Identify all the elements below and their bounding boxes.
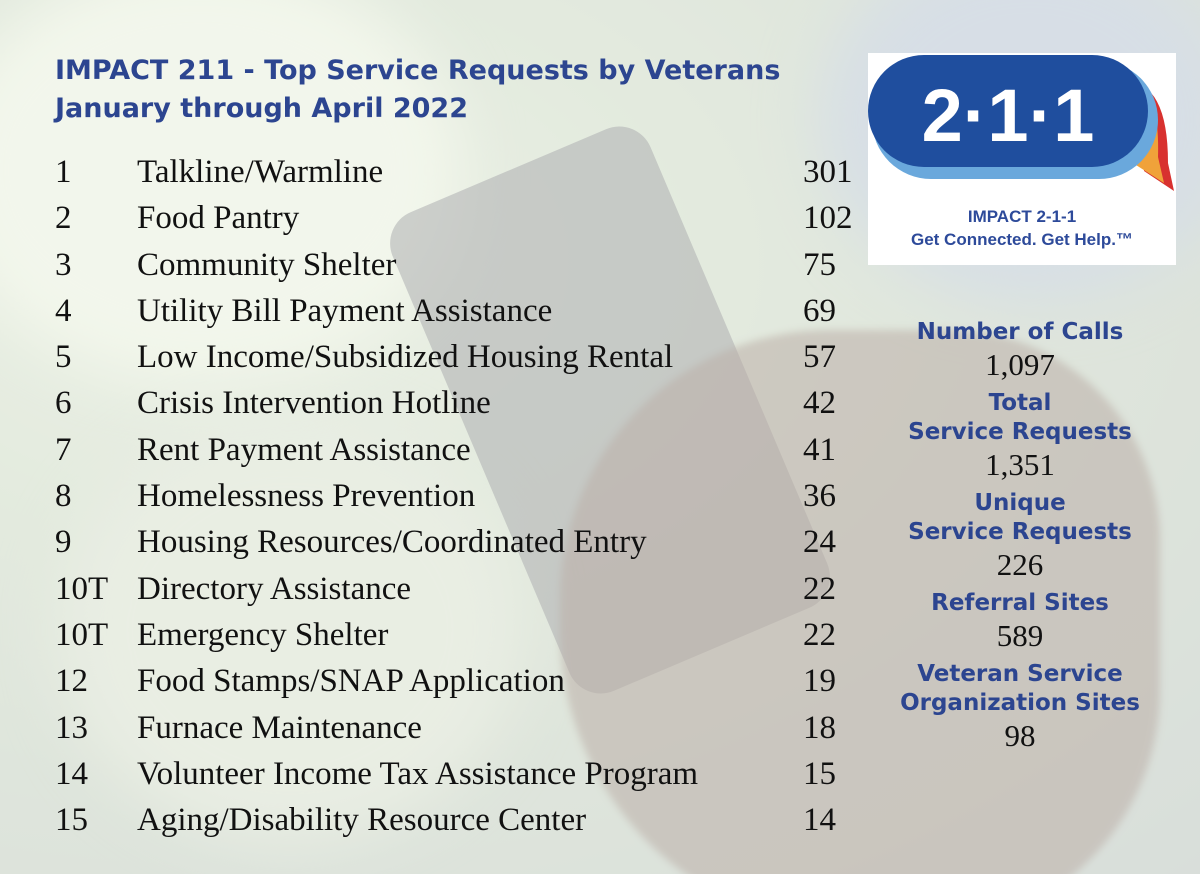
rank: 6 [55, 385, 72, 422]
rank: 15 [55, 802, 88, 839]
category: Rent Payment Assistance [137, 431, 471, 468]
list-item [55, 659, 865, 705]
category: Directory Assistance [137, 570, 412, 607]
category: Volunteer Income Tax Assistance Program [137, 755, 699, 792]
category: Homelessness Prevention [137, 478, 476, 515]
rank: 12 [55, 663, 88, 700]
logo-tagline: Get Connected. Get Help.™ [911, 230, 1133, 249]
rank: 10T [55, 570, 109, 607]
logo-name: IMPACT 2-1-1 [967, 207, 1077, 226]
count: 22 [803, 570, 836, 607]
rank: 10T [55, 616, 109, 653]
rank: 1 [55, 154, 72, 190]
category: Crisis Intervention Hotline [137, 385, 491, 422]
category: Utility Bill Payment Assistance [137, 292, 553, 329]
count: 75 [803, 246, 836, 283]
count: 18 [803, 709, 836, 746]
category: Furnace Maintenance [137, 709, 422, 746]
title-line-1: IMPACT 211 - Top Service Requests by Veterans [55, 55, 781, 86]
count: 36 [803, 478, 836, 515]
rank: 8 [55, 478, 72, 515]
list-item [55, 752, 865, 798]
stat-number-of-calls [880, 318, 1160, 383]
count: 22 [803, 616, 836, 653]
category: Talkline/Warmline [137, 154, 384, 190]
rank: 2 [55, 200, 72, 237]
stat-label: Organization Sites [900, 690, 1140, 716]
list-item [55, 706, 865, 752]
category: Food Pantry [137, 200, 300, 237]
list-item [55, 613, 865, 659]
count: 15 [803, 755, 836, 792]
stat-label: Referral Sites [931, 590, 1109, 616]
list-item [55, 474, 865, 520]
stat-label: Number of Calls [916, 319, 1124, 345]
stat-value: 1,351 [985, 447, 1055, 482]
list-item [55, 798, 865, 844]
stat-veteran-service-organization-sites [880, 660, 1160, 754]
stat-label: Service Requests [908, 419, 1132, 445]
category: Community Shelter [137, 246, 397, 283]
stat-label: Veteran Service [917, 661, 1123, 687]
category: Aging/Disability Resource Center [137, 802, 587, 839]
list-item [55, 520, 865, 566]
category: Emergency Shelter [137, 616, 389, 653]
service-request-list [55, 150, 865, 844]
impact-211-logo [868, 53, 1176, 265]
rank: 14 [55, 755, 88, 792]
rank: 7 [55, 431, 72, 468]
stat-label: Total [988, 390, 1052, 416]
list-item [55, 150, 865, 196]
stat-label: Unique [974, 490, 1066, 516]
stat-value: 98 [1004, 718, 1036, 753]
stat-unique-service-requests [880, 489, 1160, 583]
stat-total-service-requests [880, 389, 1160, 483]
page-title [55, 52, 780, 128]
speech-bubble-logo-icon [868, 53, 1176, 198]
rank: 13 [55, 709, 88, 746]
count: 69 [803, 292, 836, 329]
count: 41 [803, 431, 836, 468]
stat-value: 1,097 [985, 347, 1055, 382]
category: Housing Resources/Coordinated Entry [137, 524, 647, 561]
stat-value: 226 [996, 547, 1044, 582]
count: 19 [803, 663, 836, 700]
count: 14 [803, 802, 836, 839]
list-item [55, 381, 865, 427]
stat-value: 589 [996, 618, 1044, 653]
list-item [55, 196, 865, 242]
count: 57 [803, 339, 836, 376]
category: Low Income/Subsidized Housing Rental [137, 339, 674, 376]
list-item [55, 428, 865, 474]
list-item [55, 243, 865, 289]
logo-mark: 2·1·1 [921, 74, 1095, 157]
list-item [55, 289, 865, 335]
count: 42 [803, 385, 836, 422]
category: Food Stamps/SNAP Application [137, 663, 565, 700]
list-item [55, 335, 865, 381]
title-line-2: January through April 2022 [55, 93, 469, 124]
rank: 3 [55, 246, 72, 283]
stat-label: Service Requests [908, 519, 1132, 545]
count: 102 [803, 200, 853, 237]
stat-referral-sites [880, 589, 1160, 654]
rank: 5 [55, 339, 72, 376]
summary-stats [880, 318, 1160, 760]
count: 301 [803, 154, 853, 190]
rank: 4 [55, 292, 72, 329]
count: 24 [803, 524, 836, 561]
list-item [55, 567, 865, 613]
rank: 9 [55, 524, 72, 561]
